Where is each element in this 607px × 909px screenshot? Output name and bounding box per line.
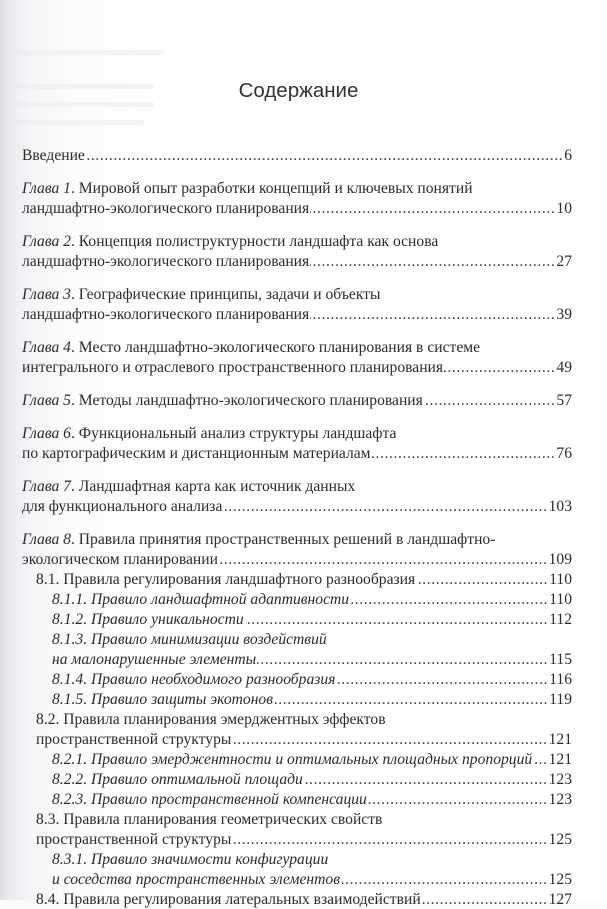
page-number: 123 — [548, 771, 572, 788]
toc-entry[interactable] — [22, 550, 572, 569]
dot-leader — [533, 750, 547, 769]
toc-entry-title: Глава 8. Правила принятия пространственных решений в ландшафтно- — [22, 531, 496, 548]
page-number: 115 — [549, 651, 572, 668]
toc-entry-title — [52, 670, 335, 689]
toc-entry-text: Правила принятия пространственных решений в ландшафтно- — [78, 531, 496, 548]
chapter-label: Глава 5 — [22, 392, 71, 409]
toc-entry-title — [52, 790, 367, 809]
toc-entry-line — [22, 530, 572, 549]
dot-leader — [350, 590, 548, 609]
toc-entry-text: 8.2.3. Правило пространственной компенсации — [52, 791, 367, 808]
dot-leader — [368, 790, 548, 809]
toc-entry-title — [52, 650, 256, 669]
toc-entry-text: 8.3. Правила планирования геометрических свойств — [36, 811, 383, 828]
toc-entry-title: Глава 6. Функциональный анализ структуры ландшафта — [22, 425, 397, 442]
toc-entry-text: пространственной структуры — [36, 731, 232, 748]
dot-leader — [86, 146, 563, 165]
toc-entry[interactable] — [22, 305, 572, 324]
dot-leader — [274, 690, 548, 709]
toc-entry-title — [52, 770, 303, 789]
toc-entry[interactable] — [36, 830, 572, 849]
toc-entry[interactable] — [52, 690, 572, 709]
toc-entry-title — [22, 199, 309, 218]
toc-entry-text: 8.1.3. Правило минимизации воздействий — [52, 631, 327, 648]
toc-entry-text: ландшафтно-экологического планирования — [22, 306, 310, 323]
chapter-label: Глава 6 — [22, 425, 71, 442]
page-number: 49 — [556, 359, 572, 376]
toc-entry-line — [22, 338, 572, 357]
toc-entry-line — [22, 424, 572, 443]
dot-leader — [310, 199, 555, 218]
toc-entry-text: для функционального анализа — [22, 498, 223, 515]
toc-entry[interactable] — [22, 444, 572, 463]
page-number: 112 — [549, 611, 572, 628]
toc-entry-title — [22, 358, 443, 377]
toc-entry[interactable] — [52, 870, 572, 889]
chapter-label: Глава 3 — [22, 286, 71, 303]
chapter-label: Глава 7 — [22, 478, 71, 495]
page-number: 116 — [549, 671, 572, 688]
toc-entry[interactable] — [36, 730, 572, 749]
toc-entry-line — [52, 850, 572, 869]
chapter-label: Глава 2 — [22, 233, 71, 250]
page-number: 27 — [556, 253, 572, 270]
toc-entry-title — [22, 550, 218, 569]
toc-entry-text: 8.2.2. Правило оптимальной площади — [52, 771, 303, 788]
dot-leader — [245, 610, 549, 629]
toc-entry-title — [22, 497, 222, 516]
dot-leader — [304, 770, 548, 789]
dot-leader — [232, 830, 547, 849]
toc-entry[interactable] — [22, 391, 572, 410]
toc-entry-title — [36, 570, 415, 589]
toc-entry[interactable] — [52, 670, 572, 689]
toc-entry-line — [22, 179, 572, 198]
page-number: 110 — [549, 571, 572, 588]
toc-entry[interactable] — [22, 199, 572, 218]
toc-entry-title: Глава 2. Концепция полиструктурности ландшафта как основа — [22, 233, 439, 250]
toc-entry-text: пространственной структуры — [36, 831, 232, 848]
page-number: 123 — [548, 791, 572, 808]
toc-entry-text: по картографическим и дистанционным материалам — [22, 445, 371, 462]
toc-entry-text: 8.1.2. Правило уникальности — [52, 611, 244, 628]
toc-entry-text: Ландшафтная карта как источник данных — [78, 478, 356, 495]
toc-entry-text: 8.3.1. Правило значимости конфигурации — [52, 851, 329, 868]
dot-leader — [444, 358, 555, 377]
page-number: 121 — [548, 751, 572, 768]
page-number: 10 — [556, 200, 572, 217]
toc-entry-text: интегрального и отраслевого пространственного планирования — [22, 359, 444, 376]
toc-entry-title — [52, 630, 327, 649]
dot-leader — [310, 305, 555, 324]
toc-entry[interactable] — [52, 590, 572, 609]
toc-entry[interactable] — [52, 610, 572, 629]
dot-leader — [257, 650, 548, 669]
dot-leader — [232, 730, 547, 749]
chapter-label: Глава 4 — [22, 339, 71, 356]
toc-entry-text: Концепция полиструктурности ландшафта как основа — [78, 233, 439, 250]
toc-entry-title: Глава 4. Место ландшафтно-экологического планирования в системе — [22, 339, 481, 356]
toc-entry[interactable] — [22, 252, 572, 271]
toc-entry-line — [36, 710, 572, 729]
page-number: 125 — [548, 831, 572, 848]
toc-entry-text: Географические принципы, задачи и объекты — [78, 286, 381, 303]
toc-entry-line — [22, 285, 572, 304]
toc-entry-text: ландшафтно-экологического планирования — [22, 200, 310, 217]
toc-entry[interactable] — [22, 146, 572, 165]
toc-entry-text: 8.1.5. Правило защиты экотонов — [52, 691, 273, 708]
toc-entry-text: 8.1. Правила регулирования ландшафтного разнообразия — [36, 571, 416, 588]
toc-entry-text: Методы ландшафтно-экологического планирования — [78, 392, 423, 409]
toc-entry-title — [22, 444, 371, 463]
dot-leader — [416, 570, 548, 589]
toc-entry-title — [36, 730, 231, 749]
toc-entry-text: 8.2.1. Правило эмерджентности и оптимальных площадных пропорций — [52, 751, 533, 768]
toc-entry-title — [52, 590, 349, 609]
toc-entry-title — [52, 690, 273, 709]
toc-entry-text: 8.1.4. Правило необходимого разнообразия — [52, 671, 336, 688]
toc-entry[interactable] — [52, 750, 572, 769]
page-number: 6 — [564, 147, 572, 164]
toc-entry-text: 8.1.1. Правило ландшафтной адаптивности — [52, 591, 350, 608]
toc-entry-title — [36, 810, 382, 829]
dot-leader — [219, 550, 548, 569]
page-title: Содержание — [238, 79, 359, 102]
toc-entry-text: экологическом планировании — [22, 551, 218, 568]
toc-entry-line — [22, 232, 572, 251]
toc-entry-text: Место ландшафтно-экологического планирования в системе — [78, 339, 481, 356]
dot-leader — [341, 870, 548, 889]
toc-entry[interactable] — [22, 497, 572, 516]
page-number: 110 — [549, 591, 572, 608]
page-number: 76 — [556, 445, 572, 462]
toc-entry-line — [52, 630, 572, 649]
toc-entry-title — [22, 305, 309, 324]
page-number: 127 — [548, 891, 572, 908]
toc-entry-line — [36, 810, 572, 829]
toc-entry-text: Введение — [22, 147, 85, 164]
toc-entry-line — [22, 477, 572, 496]
page-number: 57 — [556, 392, 572, 409]
dot-leader — [372, 444, 556, 463]
dot-leader — [424, 391, 556, 410]
dot-leader — [223, 497, 547, 516]
toc-entry[interactable] — [52, 790, 572, 809]
toc-entry[interactable] — [52, 650, 572, 669]
toc-entry-title — [52, 610, 244, 629]
toc-entry-text: Мировой опыт разработки концепций и ключевых понятий — [78, 180, 473, 197]
toc-entry-title — [52, 870, 340, 889]
toc-entry-text: ландшафтно-экологического планирования — [22, 253, 310, 270]
chapter-label: Глава 8 — [22, 531, 71, 548]
toc-entry-text: и соседства пространственных элементов — [52, 871, 340, 888]
toc-entry-title — [36, 710, 386, 729]
toc-entry[interactable] — [52, 770, 572, 789]
page-number: 39 — [556, 306, 572, 323]
toc-entry-text: Функциональный анализ структуры ландшафта — [78, 425, 397, 442]
page-number: 119 — [549, 691, 572, 708]
toc-entry-title — [22, 146, 85, 165]
toc-entry-title: Глава 1. Мировой опыт разработки концепций и ключевых понятий — [22, 180, 473, 197]
toc-entry-text: 8.2. Правила планирования эмерджентных эффектов — [36, 711, 386, 728]
toc-entry-title — [52, 850, 328, 869]
dot-leader — [310, 252, 555, 271]
page-number: 103 — [548, 498, 572, 515]
toc-entry-title — [52, 750, 532, 769]
toc-entry-text: 8.4. Правила регулирования латеральных взаимодействий — [36, 891, 421, 908]
toc-entry-text: на малонарушенные элементы — [52, 651, 257, 668]
dot-leader — [336, 670, 548, 689]
page-number: 125 — [548, 871, 572, 888]
chapter-label: Глава 1 — [22, 180, 71, 197]
toc-entry-title: Глава 5. Методы ландшафтно-экологического планирования — [22, 392, 423, 409]
toc-entry-title — [22, 252, 309, 271]
toc-entry-title — [36, 830, 231, 849]
page-number: 109 — [548, 551, 572, 568]
toc-entry[interactable] — [36, 570, 572, 589]
toc-entry-title: Глава 7. Ландшафтная карта как источник данных — [22, 478, 356, 495]
toc-entry[interactable] — [22, 358, 572, 377]
page-number: 121 — [548, 731, 572, 748]
toc-entry-title: Глава 3. Географические принципы, задачи и объекты — [22, 286, 381, 303]
